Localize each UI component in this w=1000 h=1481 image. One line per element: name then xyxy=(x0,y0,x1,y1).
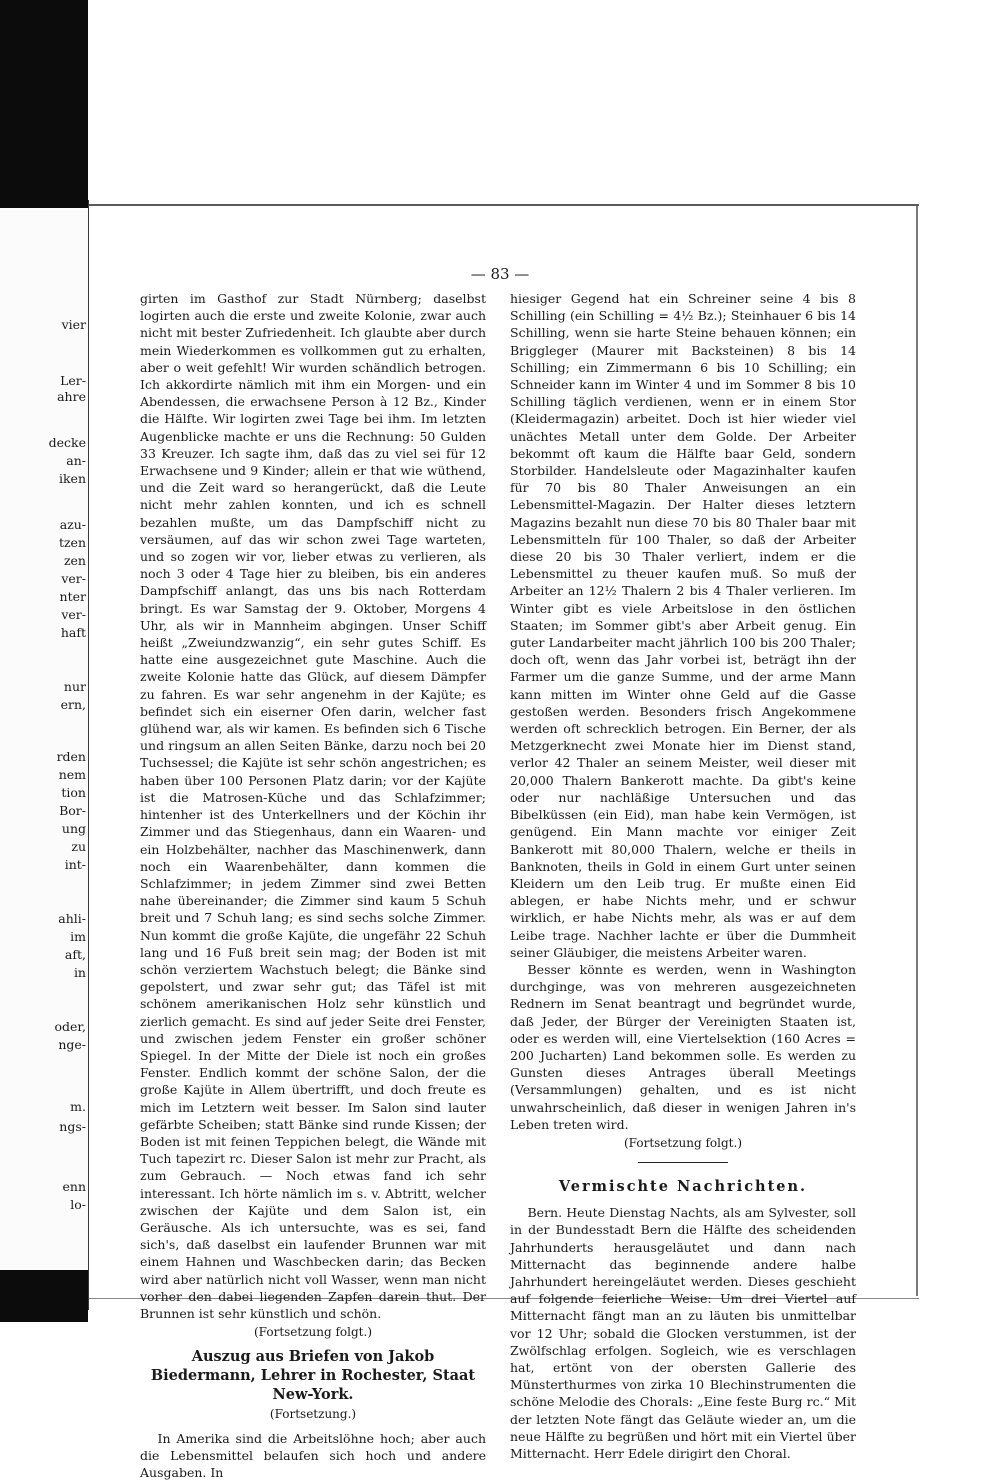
edge-text-fragment: im xyxy=(70,929,86,944)
edge-text-fragment: haft xyxy=(60,625,86,640)
edge-text-fragment: ahre xyxy=(57,389,86,404)
edge-text-fragment: lo- xyxy=(70,1197,86,1212)
edge-text-fragment: ngs- xyxy=(59,1119,86,1134)
edge-text-fragment: rden xyxy=(56,749,86,764)
edge-text-fragment: an- xyxy=(66,453,86,468)
edge-text-fragment: int- xyxy=(64,857,86,872)
right-column xyxy=(510,290,856,1462)
edge-text-fragment: ahli- xyxy=(58,911,86,926)
edge-text-fragment: oder, xyxy=(54,1019,86,1034)
edge-text-fragment: aft, xyxy=(64,947,86,962)
edge-text-fragment: m. xyxy=(70,1099,86,1114)
edge-text-fragment: ern, xyxy=(60,697,86,712)
edge-text-fragment: enn xyxy=(62,1179,86,1194)
right-paragraph: hiesiger Gegend hat ein Schreiner seine 4 bis 8 Schilling (ein Schilling = 4½ Bz.); Steinhauer 6 bis 14 Schilling, wenn sie harte Steine behauen können; ein Briggleger (Maurer mit Backsteinen) 8 bis 14 Schilling; ein Zimmermann 6 bis 10 Schilling; ein Schneider kann im Winter 4 und im Sommer 8 bis 10 Schilling täglich verdienen, wenn er in einem Stor (Kleidermagazin) arbeitet. Doch ist hier wieder viel unächtes Metall unter dem Golde. Der Arbeiter bekommt oft kaum die Hälfte baar Geld, sondern Storbilder. Handelsleute oder Magazinhalter kaufen für 70 bis 80 Thaler Anweisungen an ein Lebensmittel-Magazin. Der Halter dieses letztern Magazins bezahlt nun diese 70 bis 80 Thaler baar mit Lebensmitteln für 100 Thaler, so daß der Arbeiter diese 20 bis 30 Thaler verliert, indem er die Lebensmittel zu theuer kaufen muß. So muß der Arbeiter an 12½ Thalern 2 bis 4 Thaler verlieren. Im Winter gibt es viele Arbeitslose in den östlichen Staaten; im Sommer gibt's aber Arbeit genug. Ein guter Landarbeiter macht jährlich 100 bis 200 Thaler; doch oft, wenn das Jahr vorbei ist, beträgt ihn der Farmer um die ganze Summe, und der arme Mann kann mitten im Winter ohne Geld auf die Gasse gestoßen werden. Besonders frisch Angekommene werden oft schrecklich betrogen. Ein Berner, der als Metzgerknecht zwei Monate hier im Dienst stand, verlor 42 Thaler an seinem Meister, weil dieser mit 20,000 Thalern Bankerott machte. Da gibt's keine oder nur nachläßige Untersuchen und das Bibelküssen (ein Eid), man habe kein Vermögen, ist genügend. Ein Mann machte vor einiger Zeit Bankerott mit 80,000 Thalern, welche er theils in Banknoten, theils in Gold in einem Gurt unter seinen Kleidern um den Leib trug. Er mußte einen Eid ablegen, er habe Nichts mehr, und er schwur wirklich, er habe Nichts mehr, als was er auf dem Leibe trage. Nachher lachte er über die Dummheit seiner Gläubiger, die meistens Arbeiter waren. xyxy=(510,291,856,960)
edge-text-fragment: nur xyxy=(63,679,86,694)
edge-text-fragment: tion xyxy=(61,785,86,800)
edge-text-fragment: in xyxy=(73,965,86,980)
article-heading: Auszug aus Briefen von Jakob Biedermann, Lehrer in Rochester, Staat New-York. xyxy=(150,1348,476,1404)
left-column xyxy=(140,290,486,1481)
continued-note: (Fortsetzung folgt.) xyxy=(254,1325,372,1340)
right-paragraph: Besser könnte es werden, wenn in Washington durchginge, was von mehreren ausgezeichneten Rednern im Senat beantragt und begründet wurde, daß Jeder, der Bürger der Vereinigten Staaten ist, oder es werden will, eine Viertelsektion (160 Acres = 200 Jucharten) Land bekommen solle. Es werden zu Gunsten dieses Antrages überall Meetings (Versammlungen) gehalten, und es ist nicht unwahrscheinlich, daß dieser in wenigen Jahren in's Leben treten wird. xyxy=(510,961,856,1132)
news-paragraph: Bern. Heute Dienstag Nachts, als am Sylvester, soll in der Bundesstadt Bern die Hälfte des scheidenden Jahrhunderts herausgeläutet und dann nach Mitternacht das beginnende andere halbe Jahrhundert hereingeläutet werden. Dieses geschieht auf folgende feierliche Weise: Um drei Viertel auf Mitternacht fängt man an zu läuten bis unmittelbar vor 12 Uhr; sobald die Glocken verstummen, ist der Zwölfschlag erfolgen. Sogleich, wie es verschlagen hat, ertönt von der obersten Gallerie des Münsterthurmes von zirka 10 Blechinstrumenten die schöne Melodie des Chorals: „Eine feste Burg rc.“ Mit der letzten Note fängt das Geläute wieder an, um die neue Hälfte zu begrüßen und hört mit ein Viertel über Mitternacht. Herr Edele dirigirt den Choral. xyxy=(510,1205,856,1461)
edge-text-fragment: nem xyxy=(58,767,86,782)
edge-text-fragment: iken xyxy=(58,471,86,486)
edge-text-fragment: ung xyxy=(61,821,86,836)
binding-dark-strip-bottom xyxy=(0,1270,88,1322)
edge-text-fragment: decke xyxy=(48,435,86,450)
edge-text-fragment: vier xyxy=(61,317,86,332)
continued-note: (Fortsetzung folgt.) xyxy=(624,1135,742,1150)
article-subnote: (Fortsetzung.) xyxy=(269,1407,357,1422)
page-top-edge xyxy=(89,204,919,206)
edge-text-fragment: ver- xyxy=(61,607,86,622)
edge-text-fragment: azu- xyxy=(59,517,86,532)
edge-text-fragment: zu xyxy=(71,839,86,854)
edge-text-fragment: zen xyxy=(63,553,86,568)
article-start-paragraph: In Amerika sind die Arbeitslöhne hoch; aber auch die Lebensmittel belaufen sich hoch und andere Ausgaben. In xyxy=(140,1430,486,1480)
page-right-edge xyxy=(916,206,918,1296)
section-heading: Vermischte Nachrichten. xyxy=(558,1178,808,1196)
edge-text-fragment: ver- xyxy=(61,571,86,586)
binding-dark-strip-top xyxy=(0,0,88,208)
edge-text-fragment: Ler- xyxy=(60,373,86,388)
edge-text-fragment: tzen xyxy=(58,535,86,550)
gutter-line xyxy=(88,200,89,1310)
section-divider xyxy=(638,1162,728,1163)
page-number: — 83 — xyxy=(470,265,530,283)
edge-text-fragment: nge- xyxy=(58,1037,86,1052)
edge-text-fragment: Bor- xyxy=(59,803,86,818)
edge-text-fragment: nter xyxy=(59,589,86,604)
left-paragraph: girten im Gasthof zur Stadt Nürnberg; daselbst logirten auch die erste und zweite Kolonie, zwar auch nicht mit bester Zufriedenheit. Ich glaubte aber durch mein Wiederkommen es vollkommen gut zu erhalten, aber o weit gefehlt! Wir wurden schändlich betrogen. Ich akkordirte nämlich mit ihm ein Morgen- und ein Abendessen, die erwachsene Person à 12 Bz., Kinder die Hälfte. Wir logirten zwei Tage bei ihm. Im letzten Augenblicke machte er uns die Rechnung: 50 Gulden 33 Kreuzer. Ich sagte ihm, daß das zu viel sei für 12 Erwachsene und 9 Kinder; allein er that wie wüthend, und die Zeit ward so herangerückt, daß die Leute nicht mehr zahlen konnten, und ich es schnell bezahlen mußte, um das Dampfschiff nicht zu versäumen, auf das wir schon zwei Tage warteten, und so zogen wir vor, lieber etwas zu verlieren, als noch 3 oder 4 Tage hier zu bleiben, bis ein anderes Dampfschiff anlangt, das uns bis nach Rotterdam bringt. Es war Samstag der 9. Oktober, Morgens 4 Uhr, als wir in Mannheim abgingen. Unser Schiff heißt „Zweiundzwanzig“, ein sehr gutes Schiff. Es hatte eine ausgezeichnet gute Maschine. Auch die zweite Kolonie hatte das Glück, auf diesem Dämpfer zu fahren. Es war sehr angenehm in der Kajüte; es befindet sich ein eiserner Ofen darin, welcher fast glühend war, als wir kamen. Es befinden sich 6 Tische und ringsum an allen Seiten Bänke, darzu noch bei 20 Tuchsessel; die Kajüte ist sehr schön angestrichen; es haben über 100 Personen Platz darin; vor der Kajüte ist die Matrosen-Küche und das Schlafzimmer; hintenher ist des Unterkellners und der Köchin ihr Zimmer und das Stiegenhaus, dann ein Waaren- und ein Holzbehälter, nachher das Maschinenwerk, dann noch ein Waarenbehälter, dann kommen die Schlafzimmer; in jedem Zimmer sind zwei Betten nahe übereinander; die Zimmer sind kaum 5 Schuh breit und 7 Schuh lang; es sind sechs solche Zimmer. Nun kommt die große Kajüte, die ungefähr 22 Schuh lang und 16 Fuß breit sein mag; der Boden ist mit schön verziertem Wachstuch belegt; die Bänke sind gepolstert, und zwar sehr gut; das Täfel ist mit schönem amerikanischen Holz sehr künstlich und zierlich gemacht. Es sind auf jeder Seite drei Fenster, und zwischen jedem Fenster ein großer schöner Spiegel. In der Mitte der Diele ist noch ein großes Fenster. Endlich kommt der schöne Salon, der die große Kajüte in Allem übertrifft, und doch freute es mich im Letztern weit besser. Im Salon sind lauter gefärbte Scheiben; statt Bänke sind runde Kissen; der Boden ist mit feinen Teppichen belegt, die Wände mit Tuch tapezirt rc. Dieser Salon ist mehr zur Pracht, als zum Gebrauch. — Noch etwas fand ich sehr interessant. Ich hörte nämlich im s. v. Abtritt, welcher zwischen der Kajüte und dem Salon ist, ein Geräusche. Als ich untersuchte, was es sei, fand sich's, daß daselbst ein laufender Brunnen war mit einem Hahnen und Waschbecken darin; das Becken wird aber natürlich nicht voll Wasser, wenn man nicht vorher den dabei liegenden Zapfen darein thut. Der Brunnen ist sehr künstlich und schön. xyxy=(140,291,486,1321)
